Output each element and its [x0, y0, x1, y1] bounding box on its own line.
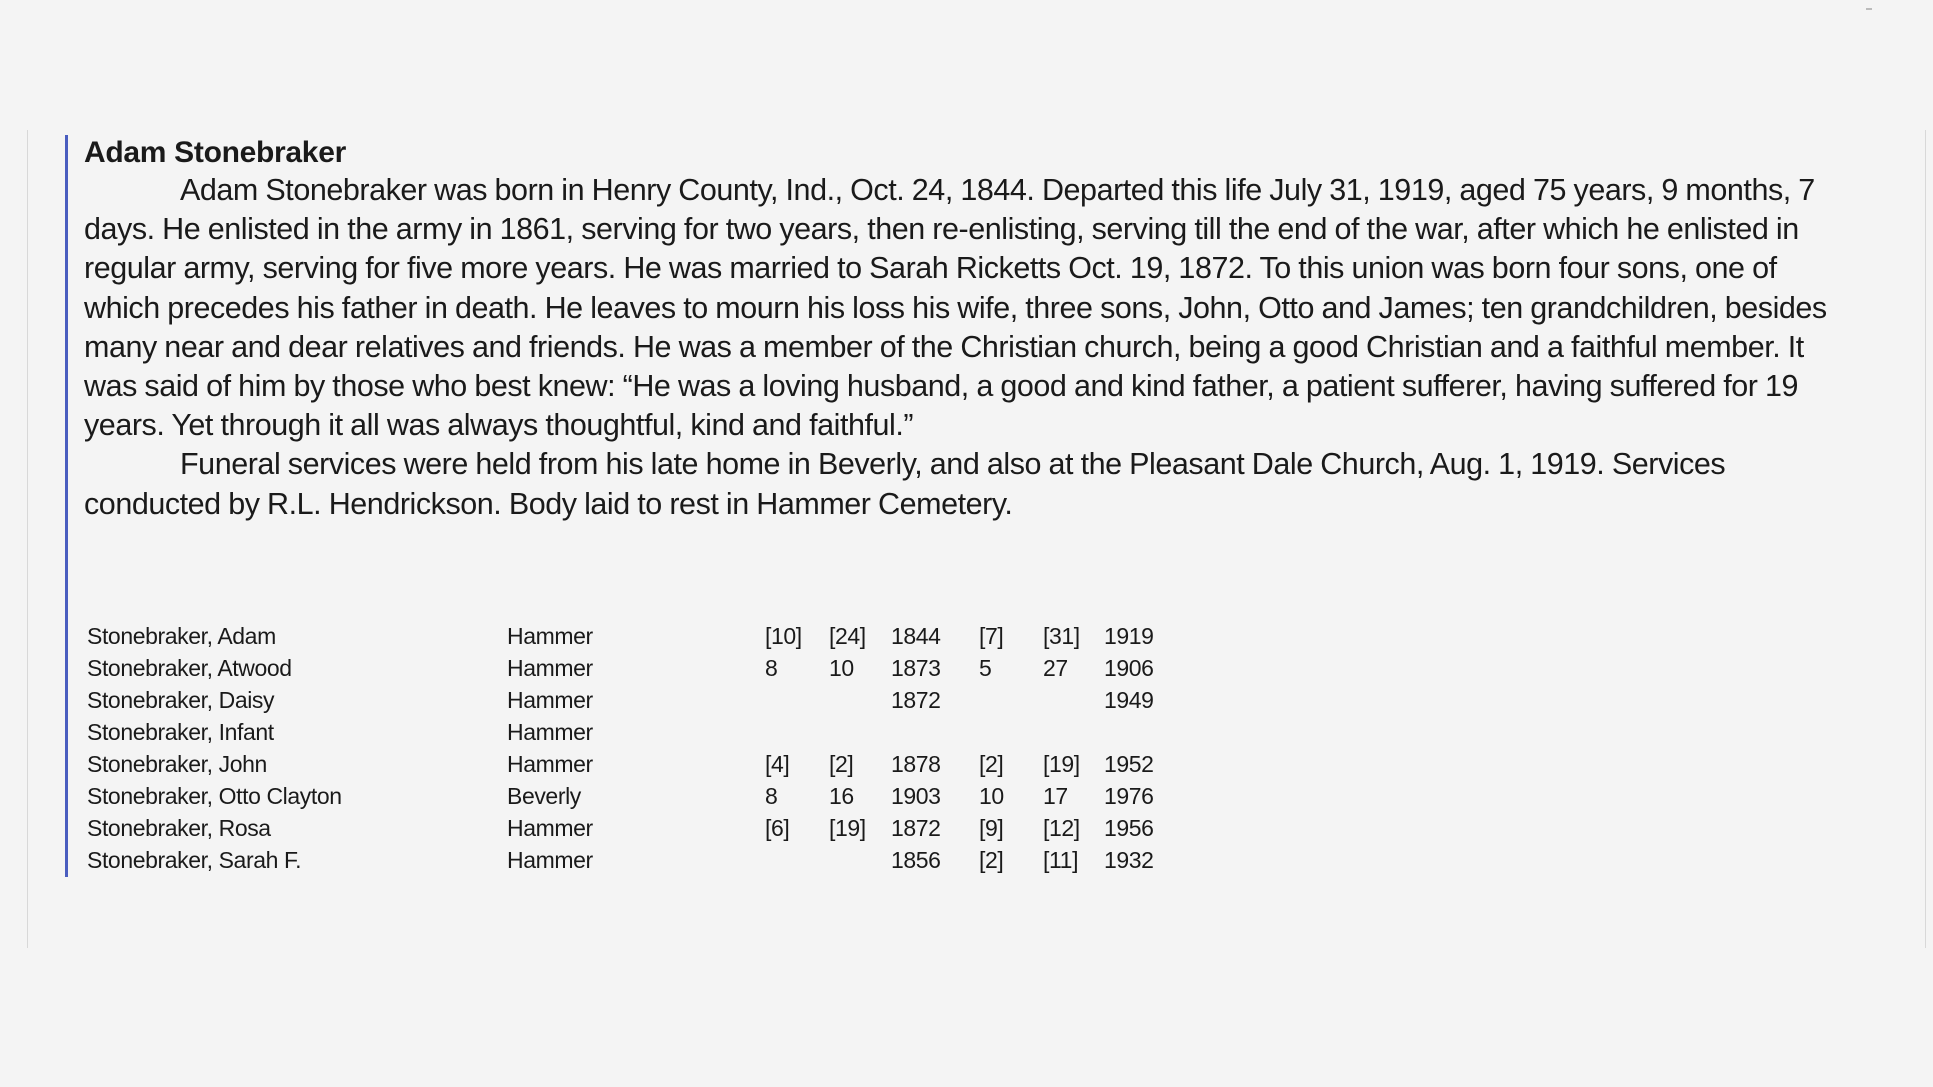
obituary-paragraph: Adam Stonebraker was born in Henry County, Ind., Oct. 24, 1844. Departed this life July 31, 1919, aged 75 years, 9 months, 7 days. He enlisted in the army in 1861, serving for two years, then re-enlisting, serving till the end of the war, after which he enlisted in regular army, serving for five more years. He was married to Sarah Ricketts Oct. 19, 1872. To this union was born four sons, one of which precedes his father in death. He leaves to mourn his loss his wife, three sons, John, Otto and James; ten grandchildren, besides many near and dear relatives and friends. He was a member of the Christian church, being a good Christian and a faithful member. It was said of him by those who best knew: “He was a loving husband, a good and kind father, a patient sufferer, having suffered for 19 years. Yet through it all was always thoughtful, kind and faithful.”	[84, 173, 1827, 443]
birth-day: [19]	[829, 815, 866, 841]
burial-name: Stonebraker, Adam	[87, 623, 276, 649]
death-month: [7]	[979, 623, 1004, 649]
birth-month: [10]	[765, 623, 802, 649]
burial-cemetery: Hammer	[507, 655, 593, 681]
death-year: 1919	[1104, 623, 1154, 649]
birth-year: 1878	[891, 751, 941, 777]
scan-mark	[1866, 8, 1872, 10]
burial-name: Stonebraker, Sarah F.	[87, 847, 302, 873]
death-year: 1956	[1104, 815, 1154, 841]
death-month: 5	[979, 655, 992, 681]
burial-name: Stonebraker, Infant	[87, 719, 274, 745]
burial-name: Stonebraker, Otto Clayton	[87, 783, 342, 809]
death-day: [31]	[1043, 623, 1080, 649]
death-day: 17	[1043, 783, 1068, 809]
death-day: [11]	[1043, 847, 1079, 873]
burial-cemetery: Hammer	[507, 751, 593, 777]
birth-month: [6]	[765, 815, 790, 841]
birth-month: [4]	[765, 751, 790, 777]
birth-day: 10	[829, 655, 854, 681]
birth-year: 1844	[891, 623, 941, 649]
birth-year: 1872	[891, 815, 941, 841]
birth-year: 1873	[891, 655, 941, 681]
death-month: [9]	[979, 815, 1004, 841]
burial-cemetery: Beverly	[507, 783, 581, 809]
burial-cemetery: Hammer	[507, 623, 593, 649]
birth-day: [2]	[829, 751, 854, 777]
burial-cemetery: Hammer	[507, 847, 593, 873]
obituary-entry	[65, 135, 1855, 877]
death-year: 1906	[1104, 655, 1154, 681]
page-edge-left	[27, 130, 28, 948]
death-day: [19]	[1043, 751, 1080, 777]
burial-cemetery: Hammer	[507, 719, 593, 745]
death-year: 1976	[1104, 783, 1154, 809]
burial-name: Stonebraker, Rosa	[87, 815, 271, 841]
birth-month: 8	[765, 655, 778, 681]
birth-month: 8	[765, 783, 778, 809]
obituary-paragraph: Funeral services were held from his late home in Beverly, and also at the Pleasant Dale Church, Aug. 1, 1919. Services conducted by R.L. Hendrickson. Body laid to rest in Hammer Cemetery.	[84, 447, 1726, 521]
burial-name: Stonebraker, Daisy	[87, 687, 275, 713]
burial-name: Stonebraker, Atwood	[87, 655, 292, 681]
death-year: 1932	[1104, 847, 1154, 873]
death-year: 1952	[1104, 751, 1154, 777]
birth-year: 1903	[891, 783, 941, 809]
birth-day: [24]	[829, 623, 866, 649]
birth-year: 1856	[891, 847, 941, 873]
burial-cemetery: Hammer	[507, 815, 593, 841]
death-year: 1949	[1104, 687, 1154, 713]
obituary-name: Adam Stonebraker	[84, 136, 346, 169]
burial-name: Stonebraker, John	[87, 751, 267, 777]
death-day: [12]	[1043, 815, 1080, 841]
birth-day: 16	[829, 783, 854, 809]
burial-cemetery: Hammer	[507, 687, 593, 713]
death-month: 10	[979, 783, 1004, 809]
death-day: 27	[1043, 655, 1068, 681]
death-month: [2]	[979, 847, 1004, 873]
death-month: [2]	[979, 751, 1004, 777]
birth-year: 1872	[891, 687, 941, 713]
page-edge-right	[1925, 130, 1926, 948]
